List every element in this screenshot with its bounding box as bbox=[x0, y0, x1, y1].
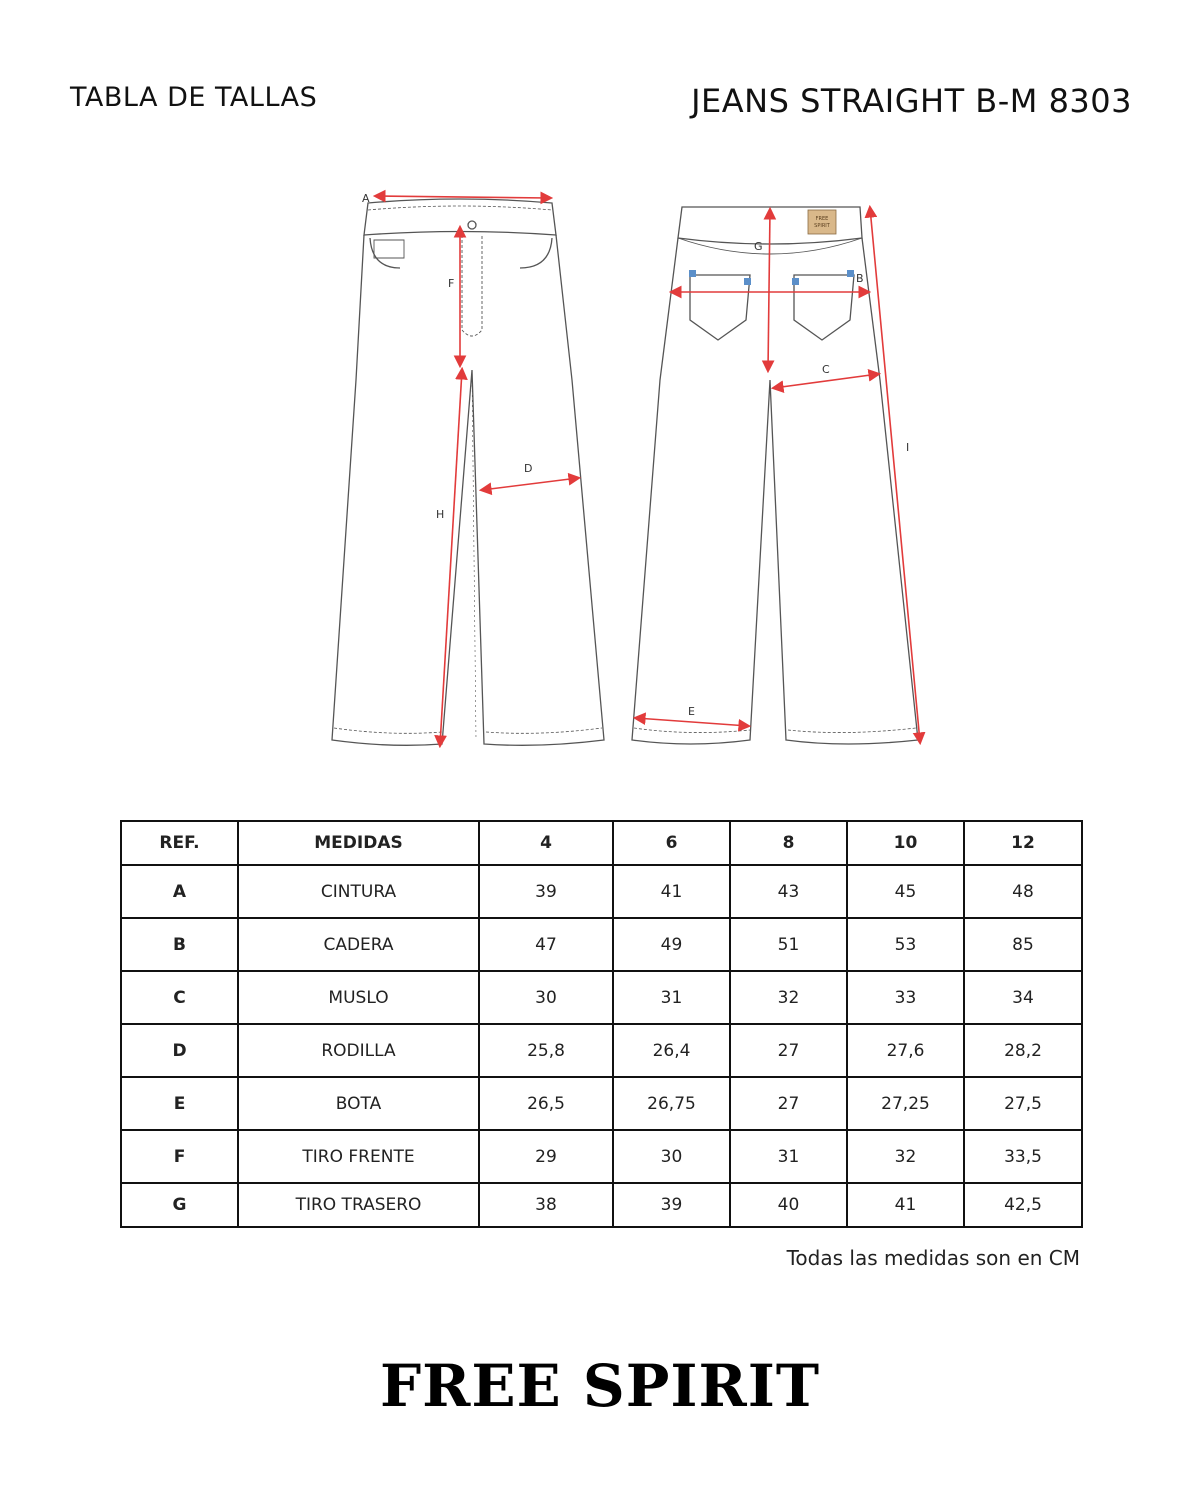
header-size-10: 10 bbox=[847, 821, 964, 865]
table-cell: 51 bbox=[730, 918, 847, 971]
table-cell: 29 bbox=[479, 1130, 613, 1183]
label-c: C bbox=[822, 363, 830, 376]
jeans-measurement-diagram bbox=[300, 180, 940, 770]
measure-g bbox=[768, 210, 770, 370]
table-cell-measure: BOTA bbox=[238, 1077, 479, 1130]
table-cell: 42,5 bbox=[964, 1183, 1082, 1227]
table-cell: 39 bbox=[613, 1183, 730, 1227]
table-cell: 27 bbox=[730, 1024, 847, 1077]
label-f: F bbox=[448, 277, 455, 290]
front-view bbox=[332, 199, 604, 745]
table-cell: 41 bbox=[613, 865, 730, 918]
table-cell-ref: D bbox=[121, 1024, 238, 1077]
label-d: D bbox=[524, 462, 533, 475]
table-cell: 33 bbox=[847, 971, 964, 1024]
measure-lines bbox=[376, 196, 920, 745]
label-g: G bbox=[754, 240, 763, 253]
measure-h bbox=[440, 370, 462, 745]
table-row bbox=[121, 1183, 1082, 1227]
table-cell: 32 bbox=[847, 1130, 964, 1183]
table-cell-measure: TIRO FRENTE bbox=[238, 1130, 479, 1183]
table-cell: 40 bbox=[730, 1183, 847, 1227]
header-size-4: 4 bbox=[479, 821, 613, 865]
header-size-6: 6 bbox=[613, 821, 730, 865]
table-cell: 30 bbox=[479, 971, 613, 1024]
front-fly bbox=[462, 235, 482, 336]
table-row bbox=[121, 971, 1082, 1024]
table-row bbox=[121, 918, 1082, 971]
table-cell-ref: B bbox=[121, 918, 238, 971]
page-title-right: JEANS STRAIGHT B-M 8303 bbox=[691, 82, 1132, 120]
table-cell: 47 bbox=[479, 918, 613, 971]
header-medidas: MEDIDAS bbox=[238, 821, 479, 865]
table-cell: 41 bbox=[847, 1183, 964, 1227]
label-b: B bbox=[856, 272, 864, 285]
table-cell-ref: C bbox=[121, 971, 238, 1024]
size-table bbox=[120, 820, 1083, 1228]
page-title-left: TABLA DE TALLAS bbox=[70, 82, 318, 113]
table-cell: 53 bbox=[847, 918, 964, 971]
table-row bbox=[121, 1077, 1082, 1130]
measure-i bbox=[870, 208, 920, 742]
table-cell-measure: CINTURA bbox=[238, 865, 479, 918]
header-ref: REF. bbox=[121, 821, 238, 865]
table-cell: 28,2 bbox=[964, 1024, 1082, 1077]
table-cell: 27,6 bbox=[847, 1024, 964, 1077]
table-cell-measure: CADERA bbox=[238, 918, 479, 971]
table-header-row bbox=[121, 821, 1082, 865]
table-cell: 27,25 bbox=[847, 1077, 964, 1130]
measure-d bbox=[482, 478, 578, 490]
table-cell: 26,75 bbox=[613, 1077, 730, 1130]
back-label-tag bbox=[808, 210, 836, 234]
units-note: Todas las medidas son en CM bbox=[786, 1246, 1080, 1270]
header-size-8: 8 bbox=[730, 821, 847, 865]
table-cell: 27 bbox=[730, 1077, 847, 1130]
table-row bbox=[121, 865, 1082, 918]
table-cell: 26,5 bbox=[479, 1077, 613, 1130]
table-cell: 26,4 bbox=[613, 1024, 730, 1077]
back-pocket-left bbox=[690, 275, 750, 340]
label-e: E bbox=[688, 705, 695, 718]
pocket-rivets bbox=[689, 270, 854, 285]
table-row bbox=[121, 1130, 1082, 1183]
back-pocket-right bbox=[794, 275, 854, 340]
table-cell: 48 bbox=[964, 865, 1082, 918]
front-pocket-right bbox=[520, 238, 552, 268]
table-cell: 31 bbox=[613, 971, 730, 1024]
table-cell: 85 bbox=[964, 918, 1082, 971]
label-i: I bbox=[906, 441, 910, 454]
table-cell: 33,5 bbox=[964, 1130, 1082, 1183]
table-cell-ref: A bbox=[121, 865, 238, 918]
size-table-container bbox=[120, 820, 1081, 1228]
label-a: A bbox=[362, 192, 370, 205]
table-cell: 43 bbox=[730, 865, 847, 918]
table-cell: 39 bbox=[479, 865, 613, 918]
back-tag-text-2: SPIRIT bbox=[814, 223, 830, 229]
table-cell: 34 bbox=[964, 971, 1082, 1024]
back-tag-text-1: FREE bbox=[815, 216, 829, 222]
front-pocket-left bbox=[370, 238, 400, 268]
back-outline bbox=[632, 238, 918, 744]
table-cell: 25,8 bbox=[479, 1024, 613, 1077]
table-cell: 38 bbox=[479, 1183, 613, 1227]
table-cell-measure: TIRO TRASERO bbox=[238, 1183, 479, 1227]
back-view bbox=[632, 207, 918, 744]
brand-logo: FREE SPIRIT bbox=[379, 1352, 821, 1420]
measure-e bbox=[636, 718, 748, 726]
table-row bbox=[121, 1024, 1082, 1077]
table-cell-ref: G bbox=[121, 1183, 238, 1227]
table-cell-measure: MUSLO bbox=[238, 971, 479, 1024]
table-cell: 31 bbox=[730, 1130, 847, 1183]
table-cell: 45 bbox=[847, 865, 964, 918]
label-h: H bbox=[436, 508, 445, 521]
table-cell: 30 bbox=[613, 1130, 730, 1183]
table-cell-ref: F bbox=[121, 1130, 238, 1183]
measure-c bbox=[774, 374, 878, 388]
measure-a bbox=[376, 196, 550, 198]
table-cell: 27,5 bbox=[964, 1077, 1082, 1130]
table-cell-ref: E bbox=[121, 1077, 238, 1130]
table-cell: 32 bbox=[730, 971, 847, 1024]
header-size-12: 12 bbox=[964, 821, 1082, 865]
table-cell: 49 bbox=[613, 918, 730, 971]
table-cell-measure: RODILLA bbox=[238, 1024, 479, 1077]
front-outline bbox=[332, 235, 604, 745]
